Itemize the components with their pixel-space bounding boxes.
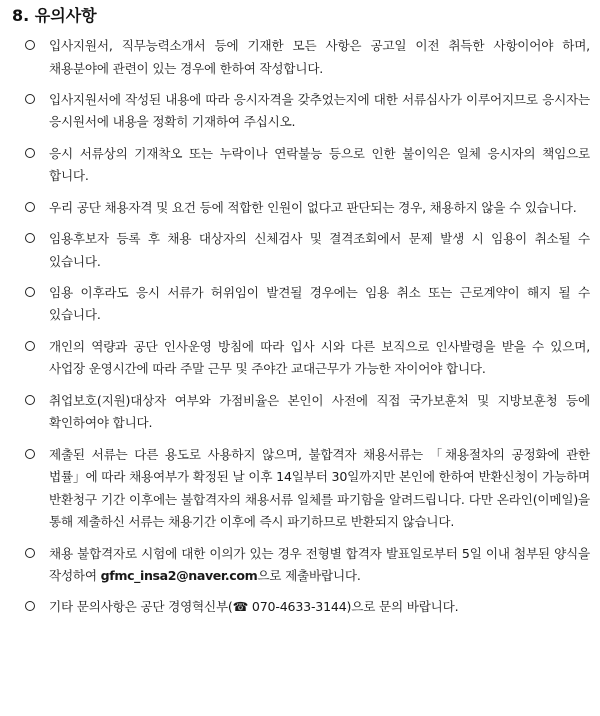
notice-text: 제출된 서류는 다른 용도로 사용하지 않으며, 불합격자 채용서류는 「채용절차의 공정화에 관한 법률」에 따라 채용여부가 확정된 날 이후 14일부터 30일까지만 본인에 한하여 반환신청이 가능하며 반환청구 기간 이후에는 불합격자의 채용서류 일체를 파기함을 알려드립니다. 다만 온라인(이메일)을 통해 제출하신 서류는 채용기간 이후에 즉시 파기하므로 반환되지 않습니다. (49, 446, 590, 530)
circle-bullet-icon (25, 148, 35, 158)
notice-text: 기타 문의사항은 공단 경영혁신부(☎ 070-4633-3144)으로 문의 바랍니다. (49, 599, 459, 615)
circle-bullet-icon (25, 40, 35, 50)
notice-item-9 (12, 444, 590, 534)
circle-bullet-icon (25, 287, 35, 297)
notice-text: 취업보호(지원)대상자 여부와 가점비율은 본인이 사전에 직접 국가보훈처 및 지방보훈청 등에 확인하여야 합니다. (49, 392, 590, 431)
notice-text: 입사지원서에 작성된 내용에 따라 응시자격을 갖추었는지에 대한 서류심사가 이루어지므로 응시자는 응시원서에 내용을 정확히 기재하여 주십시오. (49, 91, 590, 130)
notice-text: 임용후보자 등록 후 채용 대상자의 신체검사 및 결격조회에서 문제 발생 시 임용이 취소될 수 있습니다. (49, 231, 590, 269)
notice-item-11 (12, 596, 590, 619)
circle-bullet-icon (25, 395, 35, 405)
circle-bullet-icon (25, 548, 35, 558)
circle-bullet-icon (25, 94, 35, 104)
notice-item-7 (12, 336, 590, 381)
notice-item-5 (12, 228, 590, 273)
notice-text: 우리 공단 채용자격 및 요건 등에 적합한 인원이 없다고 판단되는 경우, 채용하지 않을 수 있습니다. (49, 199, 577, 215)
notice-item-1 (12, 35, 590, 80)
circle-bullet-icon (25, 233, 35, 243)
notice-item-2 (12, 89, 590, 134)
email-link[interactable]: gfmc_insa2@naver.com (100, 568, 258, 584)
notice-item-6 (12, 282, 590, 327)
circle-bullet-icon (25, 601, 35, 611)
notice-list (12, 35, 590, 619)
notice-text: 응시 서류상의 기재착오 또는 누락이나 연락불능 등으로 인한 불이익은 일체 응시자의 책임으로 합니다. (49, 145, 590, 184)
section-title: 8. 유의사항 (12, 6, 97, 25)
notice-text: 개인의 역량과 공단 인사운영 방침에 따라 입사 시와 다른 보직으로 인사발령을 받을 수 있으며, 사업장 운영시간에 따라 주말 근무 및 주야간 교대근무가 가능한 자이어야 합니다. (49, 338, 590, 377)
notice-item-3 (12, 143, 590, 188)
notice-text-after: 으로 제출바랍니다. (257, 568, 361, 584)
circle-bullet-icon (25, 202, 35, 212)
notice-item-10 (12, 543, 590, 588)
circle-bullet-icon (25, 341, 35, 351)
notice-item-4 (12, 197, 590, 220)
notice-text-before: 채용 불합격자로 시험에 대한 이의가 있는 경우 전형별 합격자 발표일로부터 5일 이내 첨부된 양식을 작성하여 (49, 545, 590, 584)
notice-item-8 (12, 390, 590, 435)
notice-text: 입사지원서, 직무능력소개서 등에 기재한 모든 사항은 공고일 이전 취득한 사항이어야 하며, 채용분야에 관련이 있는 경우에 한하여 작성합니다. (49, 38, 590, 76)
circle-bullet-icon (25, 449, 35, 459)
notice-text: 임용 이후라도 응시 서류가 허위임이 발견될 경우에는 임용 취소 또는 근로계약이 해지 될 수 있습니다. (49, 284, 590, 323)
